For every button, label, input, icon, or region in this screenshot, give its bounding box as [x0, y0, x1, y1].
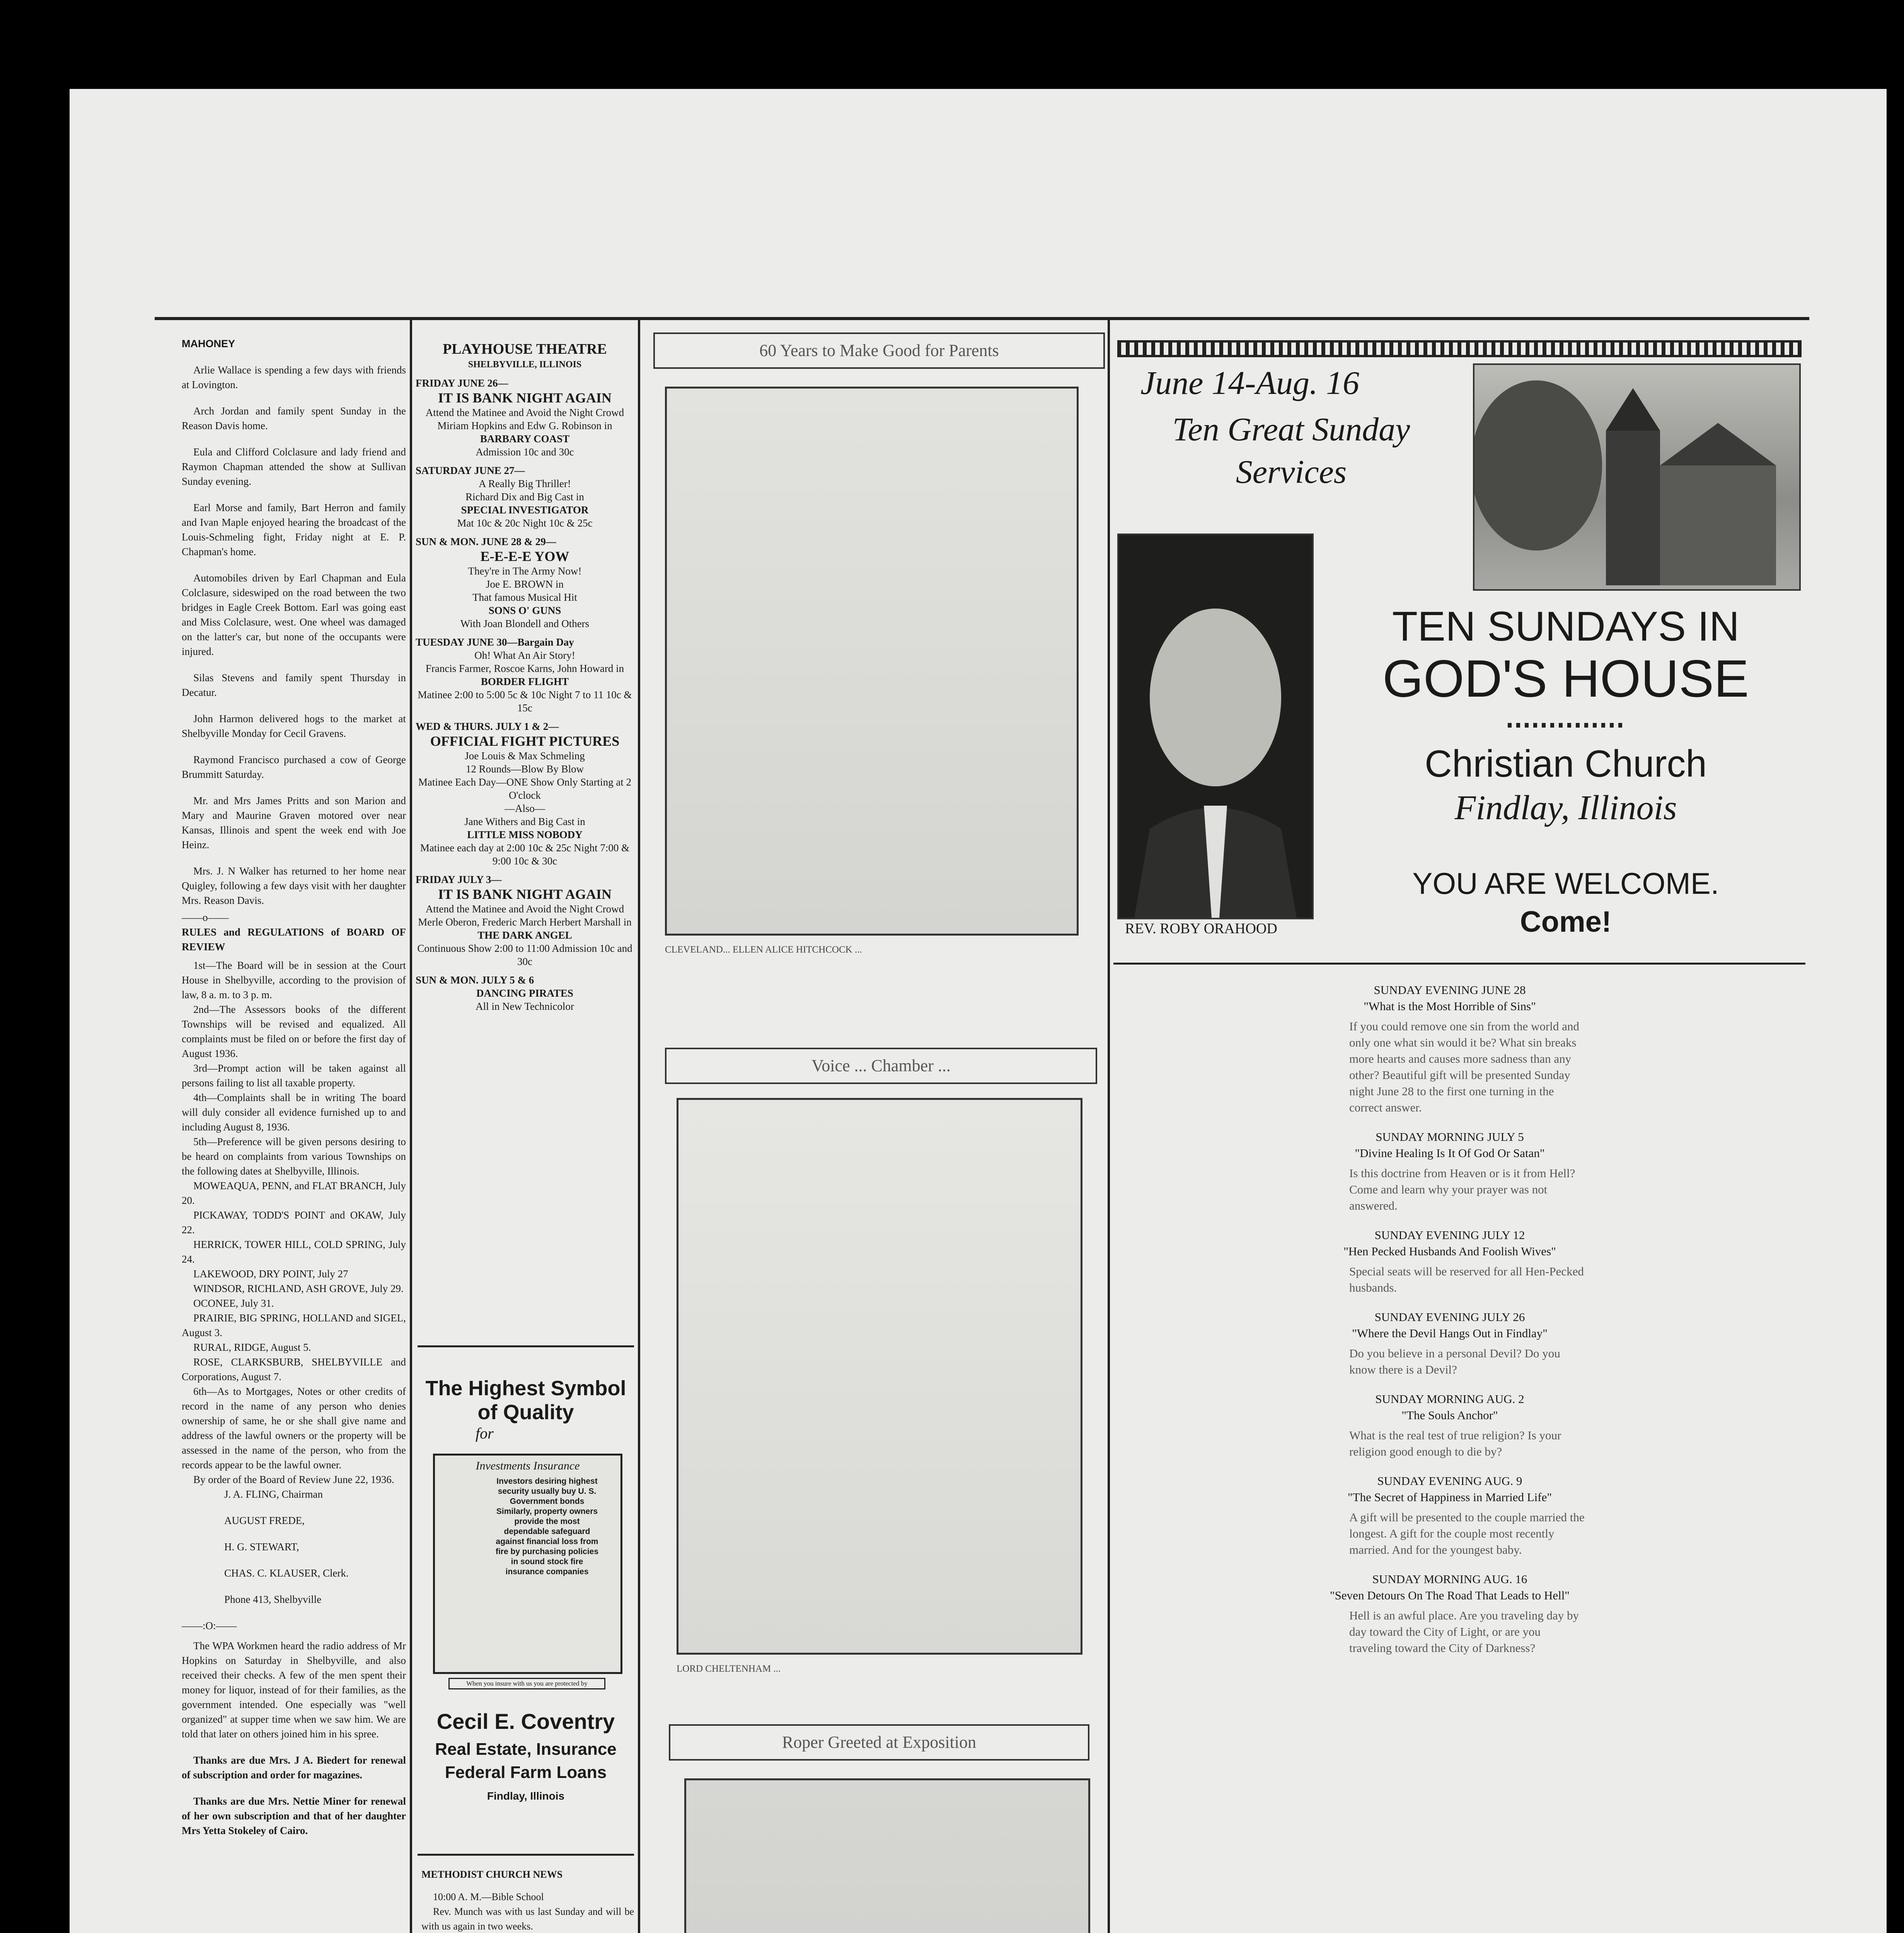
sermon-date: SUNDAY MORNING AUG. 16	[1372, 1572, 1527, 1586]
listing-price: Matinee each day at 2:00 10c & 25c Night 7:00 & 9:00 10c & 30c	[420, 842, 630, 867]
agent-place: Findlay, Illinois	[487, 1790, 565, 1802]
sermon-title: "Hen Pecked Husbands And Foolish Wives"	[1343, 1244, 1556, 1258]
news-item: Silas Stevens and family spent Thursday in Decatur.	[182, 672, 406, 698]
listing-feature: SPECIAL INVESTIGATOR	[461, 504, 589, 516]
agent-name: Cecil E. Coventry	[436, 1709, 615, 1734]
theatre-listing	[416, 720, 634, 868]
theatre-listing	[416, 973, 634, 1013]
insurance-bottom-rule	[418, 1854, 634, 1856]
listing-date: FRIDAY JUNE 26—	[416, 377, 508, 389]
sermon-body: What is the real test of true religion? Is your religion good enough to die by?	[1349, 1428, 1561, 1458]
signature: H. G. STEWART,	[224, 1541, 299, 1553]
theatre-listing	[416, 873, 634, 968]
insurance-ad	[418, 1376, 634, 1852]
schedule-item: WINDSOR, RICHLAND, ASH GROVE, July 29.	[193, 1283, 404, 1294]
rule-item: 4th—Complaints shall be in writing The board will duly consider all evidence furnished up to and including August 8, 1936.	[182, 1092, 406, 1133]
listing-line: Miriam Hopkins and Edw G. Robinson in	[437, 420, 612, 431]
sermon-title: "What is the Most Horrible of Sins"	[1364, 999, 1536, 1013]
sermon-body: Hell is an awful place. Are you traveling day by day toward the City of Light, or are you traveling toward the City of Darkness?	[1349, 1609, 1579, 1655]
church-tagline-2: Services	[1236, 453, 1347, 490]
church-tagline-1: Ten Great Sunday	[1172, 411, 1410, 448]
sermon-date: SUNDAY EVENING JULY 12	[1374, 1228, 1525, 1242]
methodist-item: Rev. Munch was with us last Sunday and will be with us again in two weeks.	[421, 1906, 634, 1932]
sermon-item	[1276, 1227, 1624, 1296]
listing-feature: LITTLE MISS NOBODY	[467, 829, 583, 840]
rule-item: 1st—The Board will be in session at the Court House in Shelbyville, according to the provision of law, 8 a. m. to 3 p. m.	[182, 960, 406, 1001]
photo-title-3: Roper Greeted at Exposition	[669, 1724, 1089, 1761]
methodist-item: 10:00 A. M.—Bible School	[433, 1891, 544, 1902]
signature: AUGUST FREDE,	[224, 1515, 305, 1526]
sermon-body: Is this doctrine from Heaven or is it from Hell? Come and learn why your prayer was not answered.	[1349, 1166, 1575, 1212]
theatre-bottom-rule	[418, 1345, 634, 1347]
news-item: Arlie Wallace is spending a few days with friends at Lovington.	[182, 364, 406, 390]
sermon-date: SUNDAY EVENING AUG. 9	[1377, 1474, 1522, 1488]
church-building-icon	[1474, 365, 1799, 589]
church-name: Christian Church	[1425, 742, 1707, 785]
listing-feature: DANCING PIRATES	[476, 987, 573, 999]
theatre-listing	[416, 377, 634, 459]
agent-line-2: Federal Farm Loans	[445, 1763, 607, 1782]
schedule-item: ROSE, CLARKSBURB, SHELBYVILLE and Corporations, August 7.	[182, 1356, 406, 1382]
schedule-item: PICKAWAY, TODD'S POINT and OKAW, July 22.	[182, 1209, 406, 1236]
pastor-portrait-icon	[1119, 535, 1312, 918]
sermon-title: "Seven Detours On The Road That Leads to Hell"	[1330, 1589, 1570, 1602]
listing-line: Matinee Each Day—ONE Show Only Starting at 2 O'clock	[418, 776, 632, 801]
photo-title-2: Voice ... Chamber ...	[665, 1048, 1097, 1084]
theatre-location: SHELBYVILLE, ILLINOIS	[468, 360, 582, 370]
news-item: John Harmon delivered hogs to the market at Shelbyville Monday for Cecil Gravens.	[182, 713, 406, 739]
insurance-for: for	[476, 1425, 494, 1442]
listing-date: FRIDAY JULY 3—	[416, 874, 502, 885]
schedule-item: LAKEWOOD, DRY POINT, July 27	[193, 1268, 348, 1280]
schedule-item: PRAIRIE, BIG SPRING, HOLLAND and SIGEL, August 3.	[182, 1312, 406, 1338]
listing-line: —Also—	[504, 803, 545, 814]
listing-line: Merle Oberon, Frederic March Herbert Marshall in	[418, 916, 632, 928]
sermon-item	[1276, 1473, 1624, 1558]
listing-headline: IT IS BANK NIGHT AGAIN	[438, 886, 612, 902]
photo-caption-2: LORD CHELTENHAM ...	[677, 1664, 781, 1674]
methodist-heading: METHODIST CHURCH NEWS	[421, 1869, 563, 1880]
top-rule	[155, 317, 1809, 320]
news-item: Eula and Clifford Colclasure and lady friend and Raymon Chapman attended the show at Sullivan Sunday evening.	[182, 446, 406, 487]
sermon-date: SUNDAY EVENING JUNE 28	[1374, 983, 1526, 997]
theatre-title: PLAYHOUSE THEATRE	[443, 341, 607, 357]
sermon-body: If you could remove one sin from the world and only one what sin would it be? What sin breaks more hearts and causes more sadness than any other? Beautiful gift will be presented Sunday night June 28 to the first one turning in the correct answer.	[1349, 1019, 1579, 1114]
photo-2	[677, 1098, 1082, 1655]
theatre-listing	[416, 464, 634, 530]
insurance-ribbon: When you insure with us you are protected by	[448, 1678, 605, 1689]
listing-date: SATURDAY JUNE 27—	[416, 465, 525, 476]
listing-price: Admission 10c and 30c	[476, 446, 574, 458]
listing-line: Francis Farmer, Roscoe Karns, John Howard in	[425, 663, 624, 674]
listing-line: A Really Big Thriller!	[479, 478, 571, 489]
sermon-title: "Divine Healing Is It Of God Or Satan"	[1355, 1146, 1545, 1160]
come-text: Come!	[1520, 905, 1612, 938]
listing-price: With Joan Blondell and Others	[460, 618, 590, 629]
photo-title-1: 60 Years to Make Good for Parents	[653, 332, 1105, 369]
board-order: By order of the Board of Review June 22, 1936.	[193, 1474, 394, 1485]
sermon-title: "The Souls Anchor"	[1401, 1408, 1498, 1422]
listing-headline: IT IS BANK NIGHT AGAIN	[438, 390, 612, 406]
schedule-item: MOWEAQUA, PENN, and FLAT BRANCH, July 20.	[182, 1180, 406, 1206]
pastor-portrait	[1117, 534, 1314, 919]
photo-3	[684, 1778, 1090, 1933]
rule-item: 6th—As to Mortgages, Notes or other credits of record in the name of any person who denies ownership of same, he or she shall give name and address of the lawful owners or the property will be assessed in the name of the person, who from the records appear to be the lawful owner.	[182, 1386, 406, 1471]
church-headline-2: GOD'S HOUSE	[1382, 649, 1749, 708]
mahoney-heading: MAHONEY	[182, 338, 235, 349]
thanks-item: Thanks are due Mrs. J A. Biedert for renewal of subscription and order for magazines.	[182, 1754, 406, 1781]
schedule-item: OCONEE, July 31.	[193, 1297, 274, 1309]
sermon-date: SUNDAY MORNING JULY 5	[1376, 1130, 1524, 1144]
listing-date: SUN & MON. JULY 5 & 6	[416, 974, 534, 986]
church-headline-1: TEN SUNDAYS IN	[1392, 603, 1740, 649]
methodist-news	[421, 1867, 634, 1933]
listing-headline: OFFICIAL FIGHT PICTURES	[430, 733, 620, 749]
listing-price: Mat 10c & 20c Night 10c & 25c	[457, 517, 593, 529]
listing-line: Joe E. BROWN in	[486, 578, 564, 590]
sermon-body: Special seats will be reserved for all Hen-Pecked husbands.	[1349, 1265, 1584, 1294]
photo-caption-1: CLEVELAND... ELLEN ALICE HITCHCOCK ...	[665, 944, 862, 955]
divider-ornament	[1508, 723, 1624, 728]
listing-feature: THE DARK ANGEL	[477, 929, 572, 941]
column-rule-3	[1108, 317, 1110, 1933]
insurance-title-2: of Quality	[477, 1401, 574, 1424]
listing-feature: BORDER FLIGHT	[481, 676, 569, 687]
listing-price: All in New Technicolor	[476, 1001, 574, 1012]
listing-line: Jane Withers and Big Cast in	[464, 816, 585, 827]
listing-line: Richard Dix and Big Cast in	[465, 491, 584, 503]
sermon-body: A gift will be presented to the couple married the longest. A gift for the couple most recently married. And for the youngest baby.	[1349, 1510, 1585, 1556]
listing-line: Oh! What An Air Story!	[474, 649, 575, 661]
sermon-date: SUNDAY EVENING JULY 26	[1374, 1310, 1525, 1324]
schedule-item: HERRICK, TOWER HILL, COLD SPRING, July 24.	[182, 1239, 406, 1265]
sermon-item	[1276, 1391, 1624, 1460]
sermon-item	[1276, 1129, 1624, 1214]
shield-illustration	[433, 1454, 622, 1674]
rule-item: 5th—Preference will be given persons desiring to be heard on complaints from various Townships on the following dates at Shelbyville, Illinois.	[182, 1136, 406, 1177]
listing-line: That famous Musical Hit	[472, 591, 577, 603]
news-item: Arch Jordan and family spent Sunday in the Reason Davis home.	[182, 405, 406, 431]
news-item: Automobiles driven by Earl Chapman and Eula Colclasure, sideswiped on the road between the two bridges in Eagle Creek Bottom. Earl was going east and Miss Colclasure, west. One wheel was damaged on the latter's car, but none of the occupants were injured.	[182, 572, 406, 657]
agent-line-1: Real Estate, Insurance	[435, 1740, 617, 1759]
news-item: Mr. and Mrs James Pritts and son Marion and Mary and Maurine Graven motored over near Kansas, Illinois and spent the week end with Joe Heinz.	[182, 795, 406, 851]
sermon-date: SUNDAY MORNING AUG. 2	[1375, 1392, 1524, 1406]
column-rule-2	[638, 317, 640, 1933]
mahoney-column	[182, 336, 406, 1849]
pastor-caption: REV. ROBY ORAHOOD	[1125, 920, 1277, 937]
listing-date: SUN & MON. JUNE 28 & 29—	[416, 536, 556, 547]
church-ornament-top	[1117, 340, 1802, 357]
thanks-item: Thanks are due Mrs. Nettie Miner for renewal of her own subscription and that of her daughter Mrs Yetta Stokeley of Cairo.	[182, 1795, 406, 1836]
sermon-item	[1276, 1571, 1624, 1656]
separator: ——o——	[182, 912, 229, 923]
wpa-item: The WPA Workmen heard the radio address of Mr Hopkins on Saturday in Shelbyville, and also received their checks. A few of the men spent their money for liquor, instead of for their families, as the government intended. One especially was "well organized" at supper time when we saw him. We are told that later on others joined him in his spree.	[182, 1640, 406, 1740]
shield-heading: Investments Insurance	[476, 1459, 580, 1472]
church-town: Findlay, Illinois	[1454, 789, 1677, 827]
rule-item: 3rd—Prompt action will be taken against all persons failing to list all taxable property.	[182, 1062, 406, 1089]
photo-1	[665, 387, 1079, 936]
listing-price: Matinee 2:00 to 5:00 5c & 10c Night 7 to 11 10c & 15c	[418, 689, 632, 714]
listing-price: Continuous Show 2:00 to 11:00 Admission 10c and 30c	[417, 943, 632, 967]
signature: Phone 413, Shelbyville	[224, 1594, 322, 1605]
signature: CHAS. C. KLAUSER, Clerk.	[224, 1567, 349, 1579]
schedule-item: RURAL, RIDGE, August 5.	[193, 1342, 311, 1353]
listing-headline: E-E-E-E YOW	[480, 549, 569, 564]
listing-date: WED & THURS. JULY 1 & 2—	[416, 721, 559, 732]
welcome-text: YOU ARE WELCOME.	[1412, 866, 1719, 900]
listing-feature: SONS O' GUNS	[488, 605, 561, 616]
church-bottom-rule	[1113, 963, 1805, 965]
sermon-item	[1276, 982, 1624, 1116]
playhouse-theatre-ad	[416, 340, 634, 1013]
theatre-listing	[416, 636, 634, 714]
news-item: Earl Morse and family, Bart Herron and family and Ivan Maple enjoyed hearing the broadcast of the Louis-Schmeling fight, Friday night at E. P. Chapman's home.	[182, 502, 406, 557]
sermon-body: Do you believe in a personal Devil? Do you know there is a Devil?	[1349, 1347, 1560, 1376]
listing-line: Attend the Matinee and Avoid the Night Crowd	[425, 407, 624, 418]
listing-line: Joe Louis & Max Schmeling	[465, 750, 585, 762]
listing-line: Attend the Matinee and Avoid the Night Crowd	[425, 903, 624, 915]
church-dates: June 14-Aug. 16	[1140, 364, 1360, 401]
signature: J. A. FLING, Chairman	[224, 1488, 323, 1500]
news-item: Mrs. J. N Walker has returned to her home near Quigley, following a few days visit with her daughter Mrs. Reason Davis.	[182, 865, 406, 906]
shield-text: Investors desiring highest security usually buy U. S. Government bonds Similarly, property owners provide the most dependable safeguard against financial loss from fire by purchasing policies in sound stock fire insurance companies	[495, 1477, 599, 1576]
sermon-list	[1276, 982, 1624, 1669]
listing-date: TUESDAY JUNE 30—Bargain Day	[416, 636, 574, 648]
insurance-title: The Highest Symbol	[425, 1377, 626, 1400]
church-building-photo	[1473, 363, 1801, 591]
theatre-listing	[416, 535, 634, 630]
sermon-title: "Where the Devil Hangs Out in Findlay"	[1352, 1326, 1548, 1340]
sermon-item	[1276, 1309, 1624, 1378]
news-item: Raymond Francisco purchased a cow of George Brummitt Saturday.	[182, 754, 406, 780]
sermon-title: "The Secret of Happiness in Married Life"	[1347, 1490, 1552, 1504]
separator: ——:O:——	[182, 1620, 237, 1631]
listing-line: They're in The Army Now!	[468, 565, 582, 577]
listing-line: 12 Rounds—Blow By Blow	[465, 763, 584, 775]
column-rule-1	[410, 317, 412, 1933]
listing-feature: BARBARY COAST	[480, 433, 570, 445]
rule-item: 2nd—The Assessors books of the different Townships will be revised and equalized. All complaints must be filed on or before the first day of August 1936.	[182, 1004, 406, 1059]
rules-heading: RULES and REGULATIONS of BOARD OF REVIEW	[182, 926, 406, 953]
